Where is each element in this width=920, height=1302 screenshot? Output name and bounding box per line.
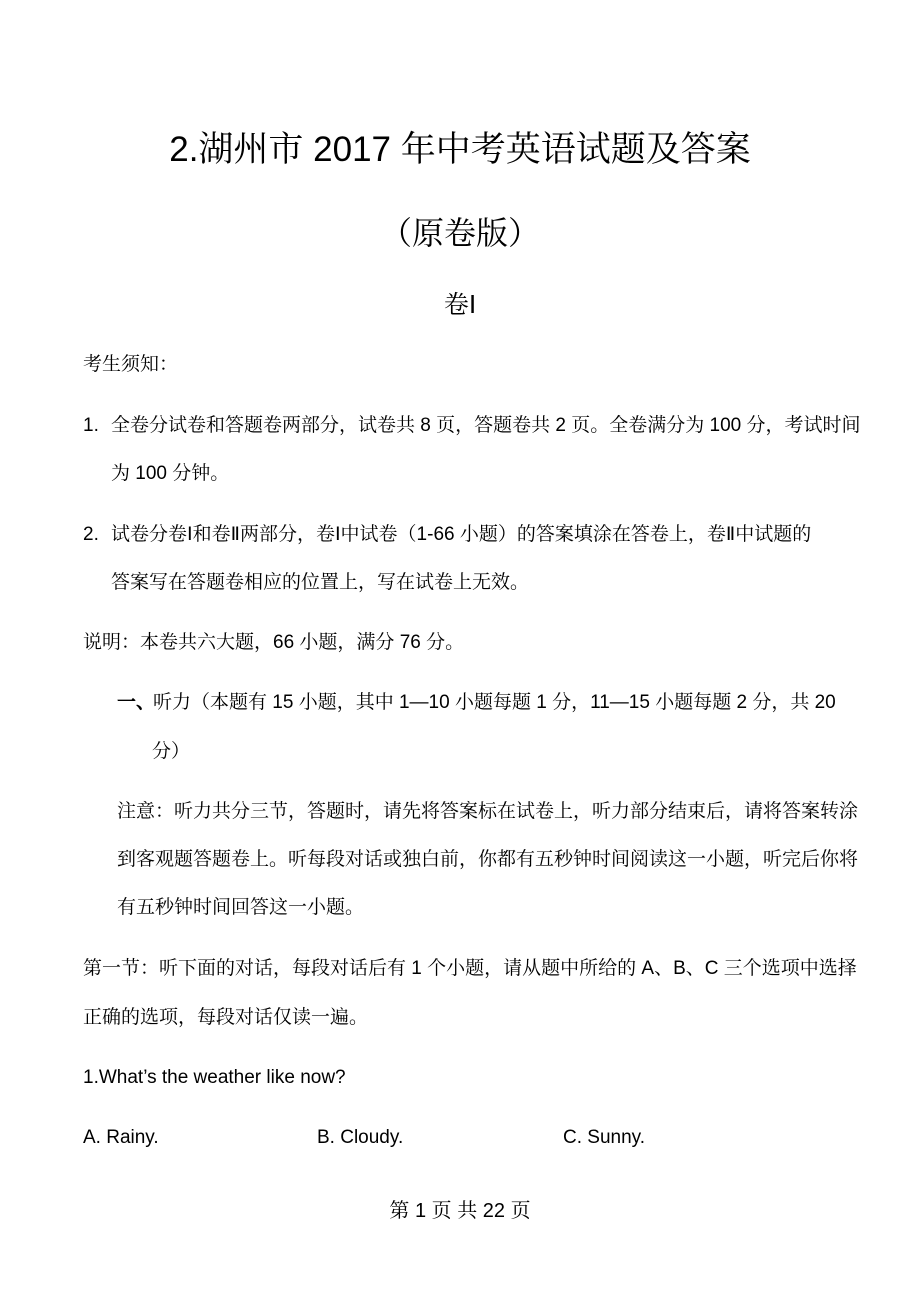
notice-number: 1. [83, 415, 99, 436]
notice-text: 答案写在答题卷相应的位置上，写在试卷上无效。 [111, 572, 530, 593]
question-text: 1.What’s the weather like now? [83, 1067, 346, 1088]
document-title: 2.湖州市 2017 年中考英语试题及答案 [169, 130, 751, 169]
part-instructions: 第一节：听下面的对话，每段对话后有 1 个小题，请从题中所给的 A、B、C 三个选项中选择 [83, 958, 857, 979]
page-footer: 第 1 页 共 22 页 [389, 1200, 531, 1222]
attention-text: 到客观题答题卷上。听每段对话或独白前，你都有五秒钟时间阅读这一小题，听完后你将 [117, 849, 859, 870]
document-subtitle: （原卷版） [379, 215, 540, 251]
notice-text: 试卷分卷Ⅰ和卷Ⅱ两部分，卷Ⅰ中试卷（1-66 小题）的答案填涂在答卷上，卷Ⅱ中试题的 [111, 524, 812, 545]
notice-text: 全卷分试卷和答题卷两部分，试卷共 8 页，答题卷共 2 页。全卷满分为 100 分，考试时间 [111, 415, 861, 436]
section-marker: 一、 [117, 692, 156, 713]
part-instructions: 正确的选项，每段对话仅读一遍。 [83, 1007, 369, 1028]
volume-heading: 卷Ⅰ [443, 291, 477, 319]
explanation: 说明：本卷共六大题，66 小题，满分 76 分。 [83, 632, 465, 653]
section-heading: 听力（本题有 15 小题，其中 1—10 小题每题 1 分，11—15 小题每题 2 分，共 20 [153, 692, 836, 713]
option-b: B. Cloudy. [317, 1127, 404, 1148]
notice-number: 2. [83, 524, 99, 545]
section-heading: 分） [152, 741, 191, 762]
attention-text: 有五秒钟时间回答这一小题。 [117, 897, 365, 918]
option-c: C. Sunny. [563, 1127, 646, 1148]
notice-heading: 考生须知： [83, 354, 179, 375]
notice-text: 为 100 分钟。 [111, 463, 230, 484]
option-a: A. Rainy. [83, 1127, 159, 1148]
attention-text: 注意：听力共分三节，答题时，请先将答案标在试卷上，听力部分结束后，请将答案转涂 [117, 801, 859, 822]
